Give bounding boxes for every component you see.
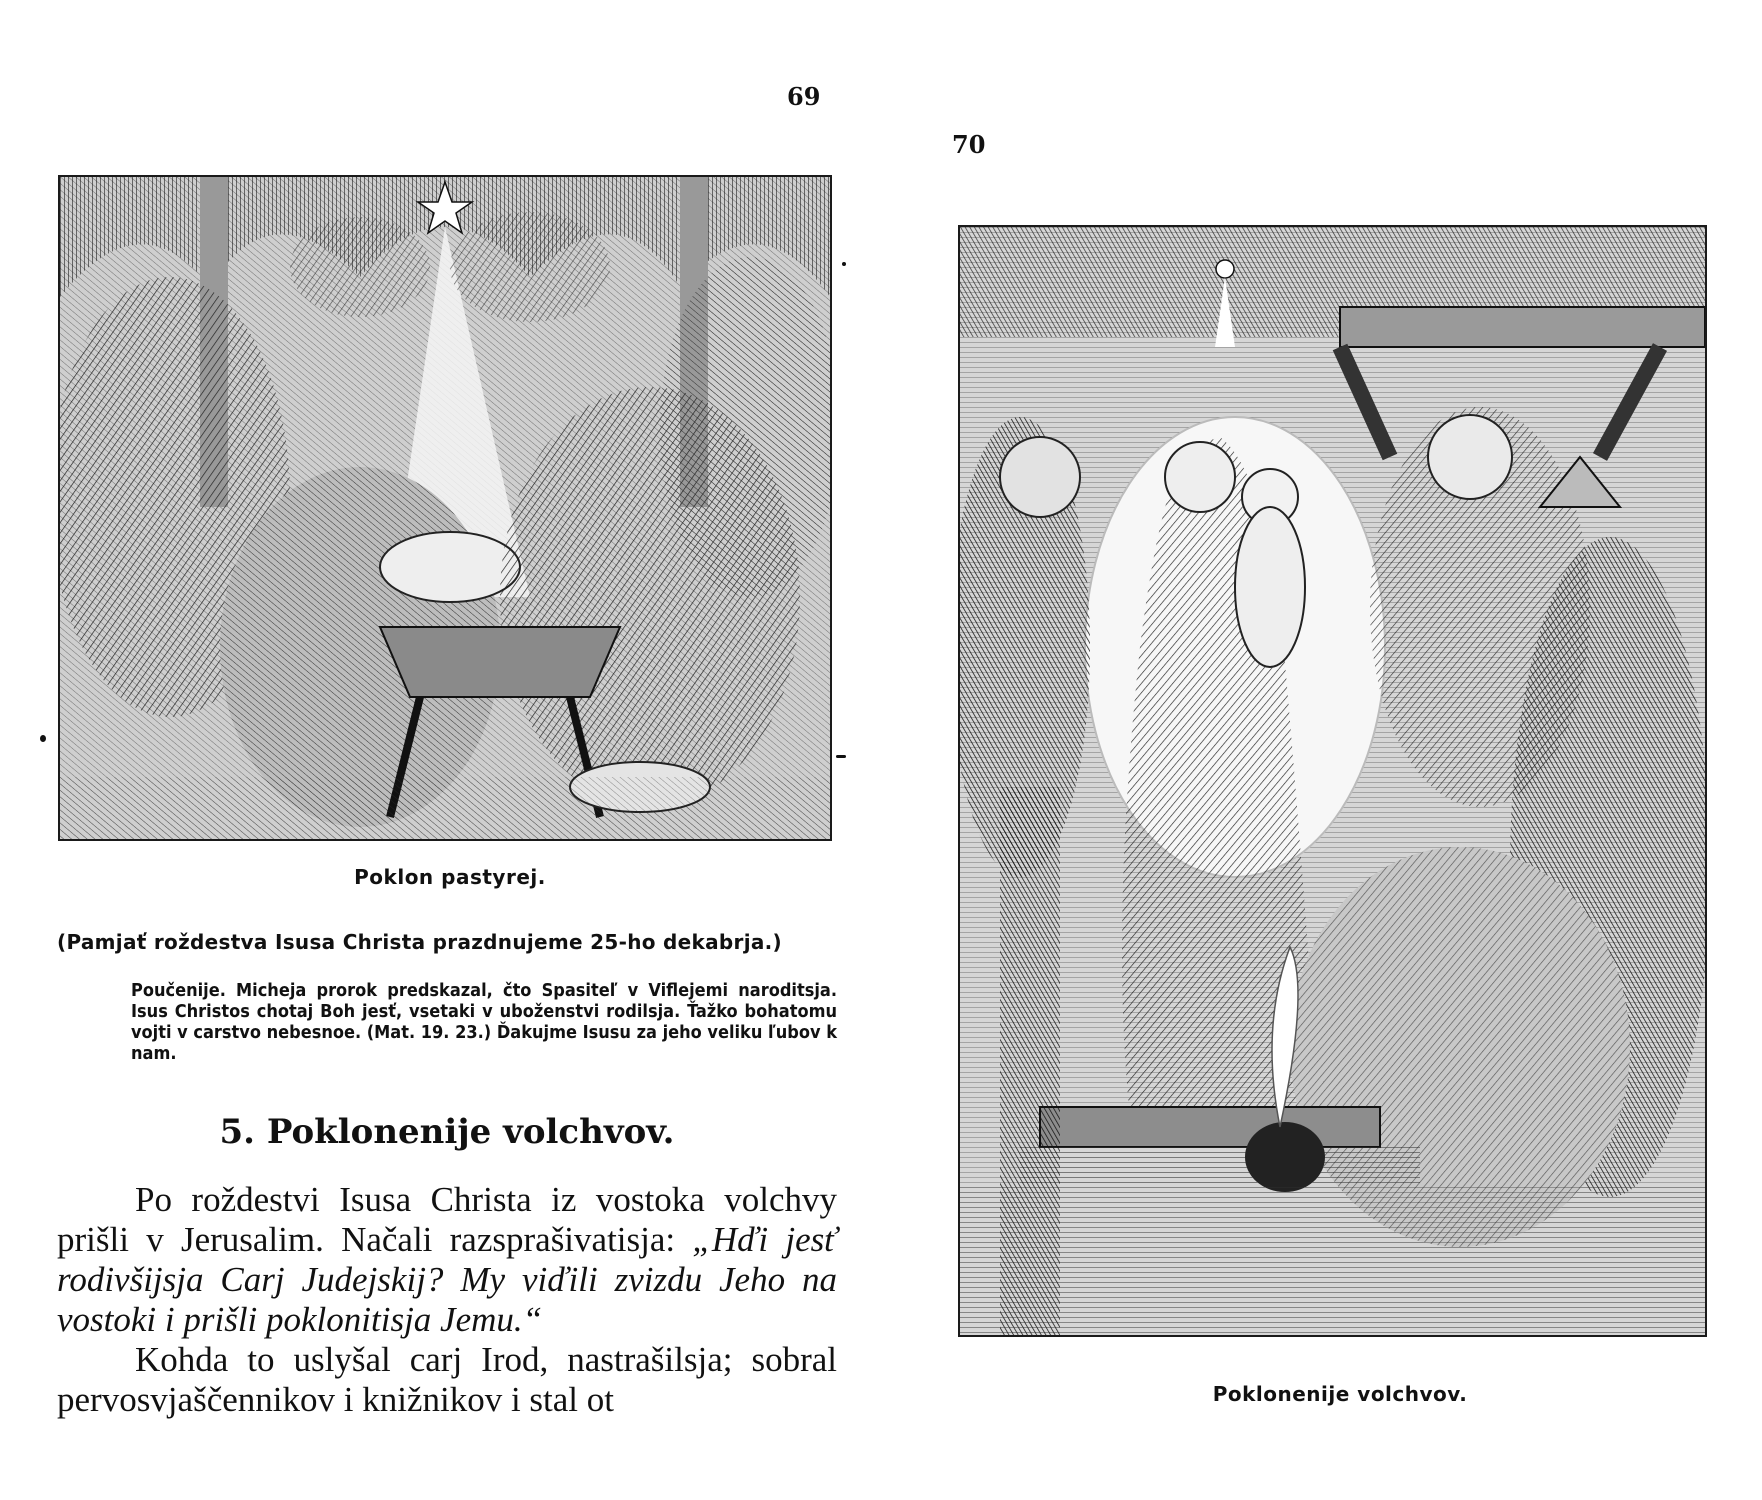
page-number-right: 70 [952,130,986,159]
magi-illustration [958,225,1707,1337]
body-text [57,1180,837,1420]
paragraph-1-text: Po roždestvi Isusa Christa iz vostoka volchvy prišli v Jerusalim. Načali razsprašivatisja: [57,1180,837,1259]
section-title: 5. Poklonenije volchvov. [219,1112,675,1152]
body-paragraph-1 [57,1180,837,1340]
body-paragraph-2: Kohda to uslyšal carj Irod, nastrašilsja; sobral pervosvjaščennikov i knižnikov i stal ot [57,1340,837,1419]
magi-caption: Poklonenije volchvov. [1212,1382,1468,1406]
nativity-caption: Poklon pastyrej. [354,865,546,889]
ink-speck [842,262,846,266]
ink-speck [836,755,846,758]
lesson-text: Poučenije. Micheja prorok predskazal, čto Spasiteľ v Viflejemi naroditsja. Isus Christos chotaj Boh jesť, vsetaki v uboženstvi rodilsja. Ťažko bohatomu vojti v carstvo nebesnoe. (Mat. 19. 23.) Ďakujme Isusu za jeho veliku ľubov k nam. [131,980,837,1064]
page-number-left: 69 [787,82,821,111]
paragraph-1-quote: „Hďi jesť rodivšijsja Carj Judejskij? My viďili zvizdu Jeho na vostoki i prišli poklonitisja Jemu.“ [57,1220,837,1339]
ink-speck [40,735,46,742]
feast-note: (Pamjať roždestva Isusa Christa prazdnujeme 25-ho dekabrja.) [57,930,782,954]
nativity-illustration [58,175,832,841]
lesson-paragraph [57,980,837,1064]
